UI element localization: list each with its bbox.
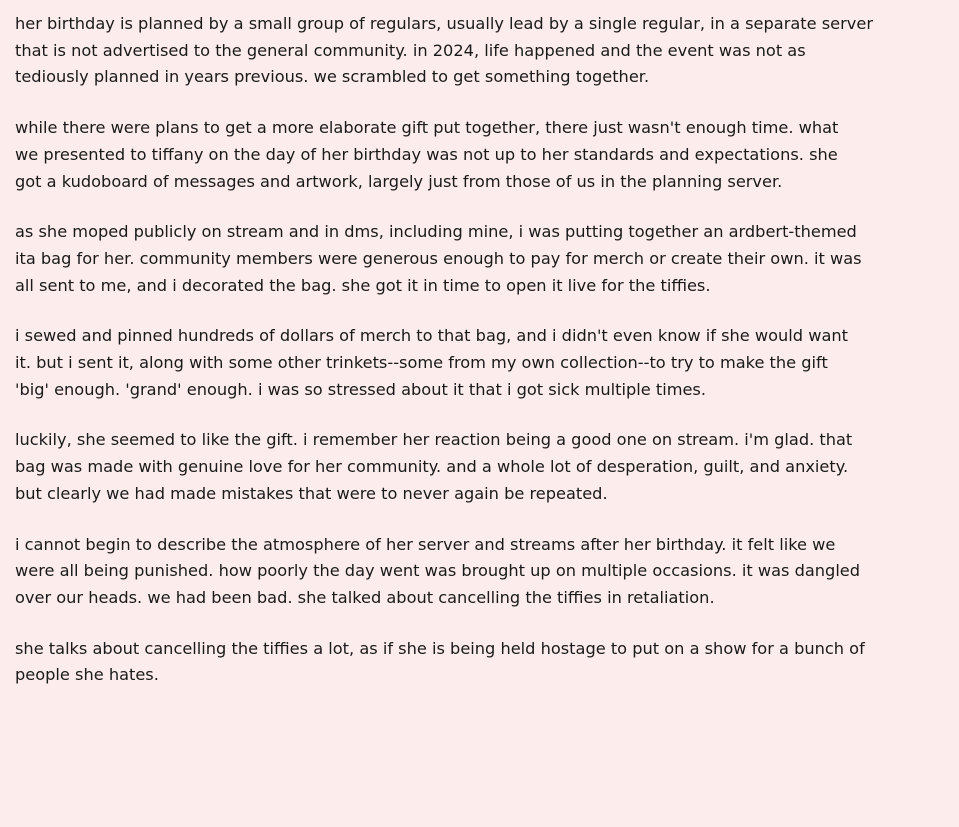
text-line: ita bag for her. community members were generous enough to pay for merch or create their own. it was — [15, 248, 862, 268]
text-line: tediously planned in years previous. we scrambled to get something together. — [15, 67, 650, 87]
text-line: while there were plans to get a more elaborate gift put together, there just wasn't enough time. what — [15, 118, 839, 138]
paragraph-5 — [15, 427, 953, 507]
text-line: luckily, she seemed to like the gift. i remember her reaction being a good one on stream. i'm glad. that — [15, 430, 853, 450]
text-line: her birthday is planned by a small group of regulars, usually lead by a single regular, in a separate server — [15, 14, 873, 33]
text-line: got a kudoboard of messages and artwork, largely just from those of us in the planning server. — [15, 171, 783, 191]
paragraph-2 — [15, 115, 953, 195]
text-line: i sewed and pinned hundreds of dollars of merch to that bag, and i didn't even know if she would want — [15, 326, 848, 346]
text-line: but clearly we had made mistakes that were to never again be repeated. — [15, 483, 608, 503]
text-line: as she moped publicly on stream and in dms, including mine, i was putting together an ardbert-themed — [15, 222, 857, 242]
text-line: it. but i sent it, along with some other trinkets--some from my own collection--to try to make the gift — [15, 353, 828, 373]
text-line: bag was made with genuine love for her community. and a whole lot of desperation, guilt, and anxiety. — [15, 457, 849, 477]
text-line: we presented to tiffany on the day of her birthday was not up to her standards and expectations. she — [15, 144, 838, 164]
text-line: that is not advertised to the general community. in 2024, life happened and the event was not as — [15, 40, 806, 60]
text-line: she talks about cancelling the tiffies a lot, as if she is being held hostage to put on a show for a bunch of — [15, 638, 865, 658]
text-line: 'big' enough. 'grand' enough. i was so stressed about it that i got sick multiple times. — [15, 379, 707, 399]
paragraph-3 — [15, 219, 953, 299]
text-line: i cannot begin to describe the atmosphere of her server and streams after her birthday. it felt like we — [15, 534, 836, 554]
text-line: were all being punished. how poorly the day went was brought up on multiple occasions. it was dangled — [15, 561, 861, 581]
paragraph-6 — [15, 532, 953, 612]
text-line: over our heads. we had been bad. she talked about cancelling the tiffies in retaliation. — [15, 587, 715, 607]
paragraph-1 — [15, 11, 953, 91]
text-line: people she hates. — [15, 665, 159, 685]
text-line: all sent to me, and i decorated the bag. she got it in time to open it live for the tiffies. — [15, 275, 711, 295]
paragraph-7 — [15, 636, 953, 689]
paragraph-4 — [15, 323, 953, 403]
